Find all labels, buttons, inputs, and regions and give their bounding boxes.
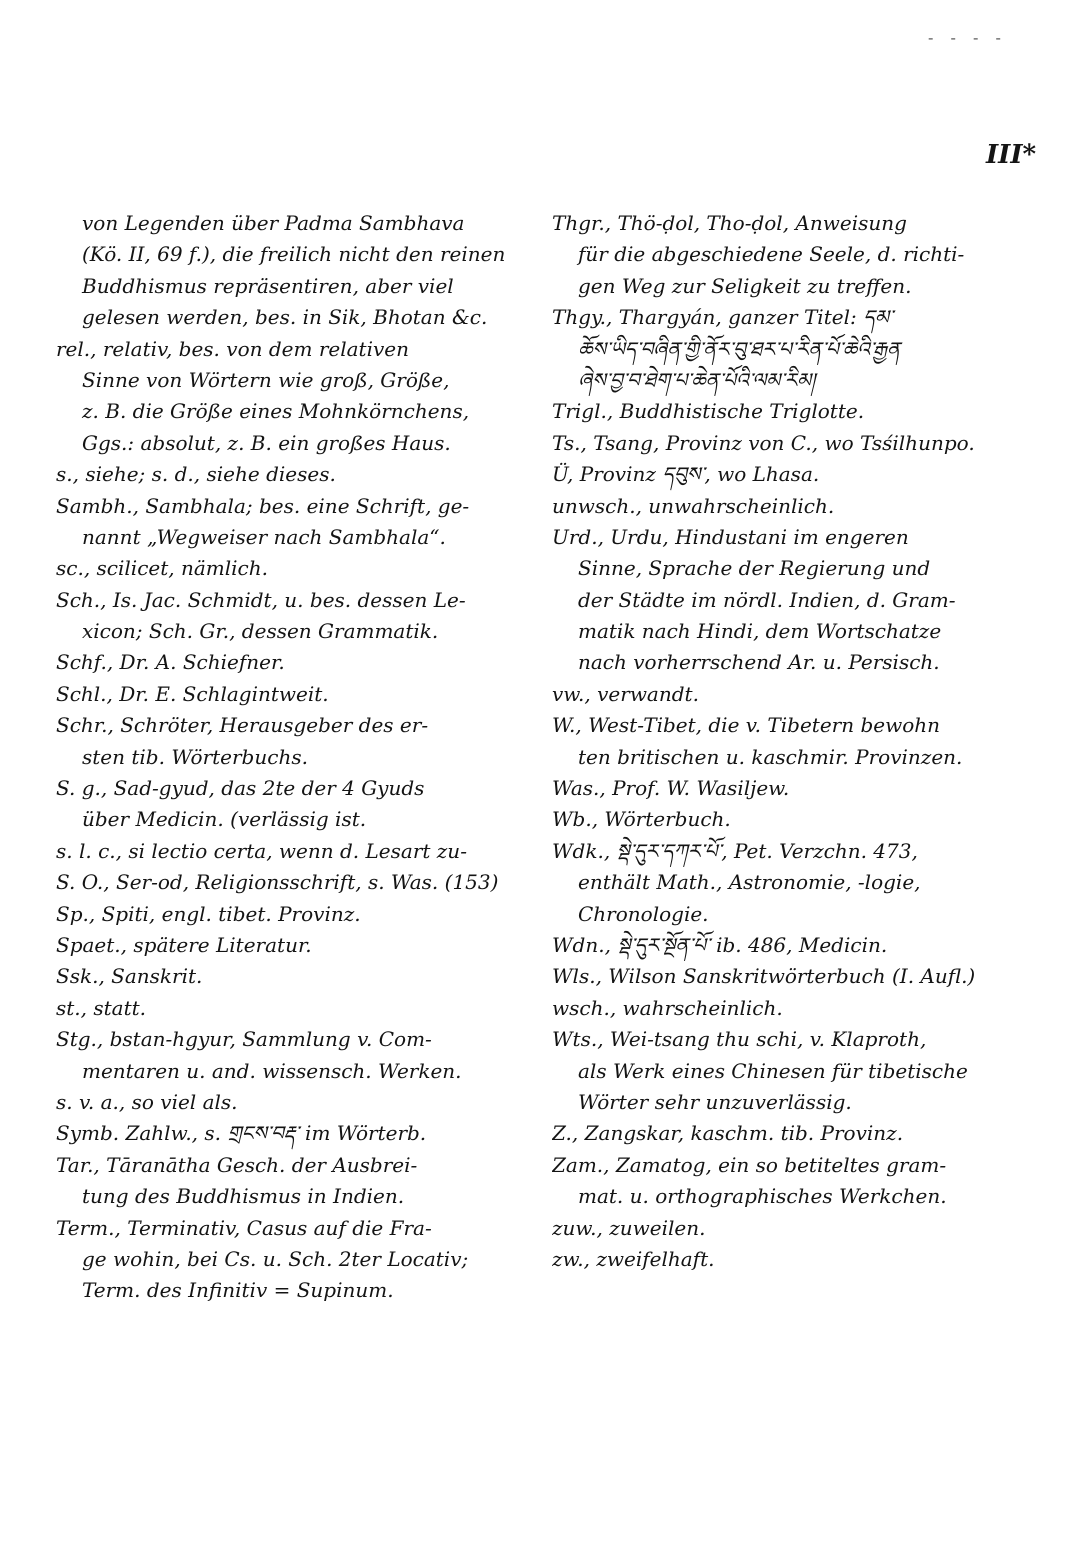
right-column-line: vw., verwandt.: [552, 681, 699, 706]
left-column-line: Sinne von Wörtern wie groß, Größe,: [82, 367, 450, 392]
right-column-line: Thgy., Thargyán, ganzer Titel: དམ་: [552, 305, 893, 330]
left-column-line: Stg., bstan-hgyur, Sammlung v. Com-: [56, 1027, 432, 1052]
left-column-line: über Medicin. (verlässig ist.: [82, 807, 367, 832]
right-column-line: zw., zweifelhaft.: [552, 1246, 715, 1271]
left-column-line: gelesen werden, bes. in Sik, Bhotan &c.: [82, 305, 488, 330]
right-column-line: Wb., Wörterbuch.: [552, 807, 731, 832]
left-column-line: Sch., Is. Jac. Schmidt, u. bes. dessen Le-: [56, 587, 466, 612]
left-column-line: s., siehe; s. d., siehe dieses.: [56, 462, 336, 487]
top-marks: - - - -: [928, 28, 1007, 47]
right-column-line: Was., Prof. W. Wasiljew.: [552, 776, 790, 801]
right-column-line: Wdk., སྡེ་དུར་དཀར་པོ་, Pet. Verzchn. 473,: [552, 838, 918, 863]
right-column-line: zuw., zuweilen.: [552, 1215, 706, 1240]
left-column-line: sten tib. Wörterbuchs.: [82, 744, 308, 769]
right-column-line: als Werk eines Chinesen für tibetische: [578, 1058, 968, 1083]
right-column-line: ཞེས་བྱ་བ་ཐེག་པ་ཆེན་པོའི་ལམ་རིམ།: [578, 367, 816, 392]
left-column-line: Schr., Schröter, Herausgeber des er-: [56, 713, 429, 738]
left-column-line: Sambh., Sambhala; bes. eine Schrift, ge-: [56, 493, 470, 518]
right-column-line: Z., Zangskar, kaschm. tib. Provinz.: [552, 1121, 904, 1146]
left-column: [56, 208, 534, 1307]
left-column-line: s. v. a., so viel als.: [56, 1089, 238, 1114]
right-column-line: wsch., wahrscheinlich.: [552, 995, 783, 1020]
right-column-line: Wörter sehr unzuverlässig.: [578, 1089, 852, 1114]
left-column-line: Sp., Spiti, engl. tibet. Provinz.: [56, 901, 361, 926]
right-column-line: Thgr., Thö-ḍol, Tho-ḍol, Anweisung: [552, 211, 907, 235]
left-column-line: (Kö. II, 69 f.), die freilich nicht den reinen: [82, 242, 506, 267]
right-column-line: Trigl., Buddhistische Triglotte.: [552, 399, 865, 424]
right-column-line: mat. u. orthographisches Werkchen.: [578, 1184, 947, 1209]
right-column-line: Chronologie.: [578, 901, 709, 926]
left-column-line: rel., relativ, bes. von dem relativen: [56, 336, 409, 361]
left-column-line: Schf., Dr. A. Schiefner.: [56, 650, 285, 675]
left-column-line: Symb. Zahlw., s. གྲངས་བརྡ་ im Wörterb.: [56, 1121, 427, 1146]
right-column-line: unwsch., unwahrscheinlich.: [552, 493, 835, 518]
right-column-line: matik nach Hindi, dem Wortschatze: [578, 619, 942, 644]
right-column-line: Wdn., སྡེ་དུར་སྔོན་པོ་ ib. 486, Medicin.: [552, 932, 888, 957]
left-column-line: mentaren u. and. wissensch. Werken.: [82, 1058, 462, 1083]
right-column-line: enthält Math., Astronomie, -logie,: [578, 870, 921, 895]
left-column-line: Term., Terminativ, Casus auf die Fra-: [56, 1215, 432, 1240]
page-number: III*: [986, 140, 1037, 170]
right-column-line: Wts., Wei-tsang thu schi, v. Klaproth,: [552, 1027, 927, 1052]
left-column-line: sc., scilicet, nämlich.: [56, 556, 268, 581]
right-column-line: W., West-Tibet, die v. Tibetern bewohn: [552, 713, 941, 738]
left-column-line: S. g., Sad-gyud, das 2te der 4 Gyuds: [56, 776, 425, 801]
left-column-line: S. O., Ser-od, Religionsschrift, s. Was. (153): [56, 870, 499, 895]
right-column-line: für die abgeschiedene Seele, d. richti-: [578, 242, 965, 267]
left-column-line: nannt „Wegweiser nach Sambhala“.: [82, 524, 446, 549]
right-column-line: Ü, Provinz དབུས་, wo Lhasa.: [552, 462, 820, 487]
left-column-line: Tar., Tāranātha Gesch. der Ausbrei-: [56, 1152, 418, 1177]
left-column-line: Schl., Dr. E. Schlagintweit.: [56, 681, 329, 706]
right-column-line: Wls., Wilson Sanskritwörterbuch (I. Aufl.): [552, 964, 976, 989]
left-column-line: Ggs.: absolut, z. B. ein großes Haus.: [82, 430, 451, 455]
left-column-line: s. l. c., si lectio certa, wenn d. Lesart zu-: [56, 838, 467, 863]
right-column-line: der Städte im nördl. Indien, d. Gram-: [578, 587, 956, 612]
left-column-line: st., statt.: [56, 995, 147, 1020]
right-column-line: gen Weg zur Seligkeit zu treffen.: [578, 273, 912, 298]
left-column-line: Spaet., spätere Literatur.: [56, 932, 312, 957]
left-column-line: tung des Buddhismus in Indien.: [82, 1184, 405, 1209]
left-column-line: ge wohin, bei Cs. u. Sch. 2ter Locativ;: [82, 1246, 469, 1271]
right-column-line: ten britischen u. kaschmir. Provinzen.: [578, 744, 963, 769]
right-column: [552, 208, 1032, 1275]
right-column-line: ཆོས་ཡིད་བཞིན་གྱི་ནོར་བུ་ཐར་པ་རིན་པོ་ཆེའི་རྒྱན: [578, 336, 901, 361]
right-column-line: Urd., Urdu, Hindustani im engeren: [552, 524, 909, 549]
right-column-line: Zam., Zamatog, ein so betiteltes gram-: [552, 1152, 947, 1177]
right-column-line: nach vorherrschend Ar. u. Persisch.: [578, 650, 940, 675]
left-column-line: Ssk., Sanskrit.: [56, 964, 203, 989]
right-column-line: Sinne, Sprache der Regierung und: [578, 556, 931, 581]
left-column-line: z. B. die Größe eines Mohnkörnchens,: [82, 399, 470, 424]
left-column-line: Buddhismus repräsentiren, aber viel: [82, 273, 454, 298]
left-column-line: von Legenden über Padma Sambhava: [82, 211, 465, 235]
right-column-line: Ts., Tsang, Provinz von C., wo Tsśilhunpo.: [552, 430, 975, 455]
left-column-line: xicon; Sch. Gr., dessen Grammatik.: [82, 619, 439, 644]
left-column-line: Term. des Infinitiv = Supinum.: [82, 1278, 394, 1303]
